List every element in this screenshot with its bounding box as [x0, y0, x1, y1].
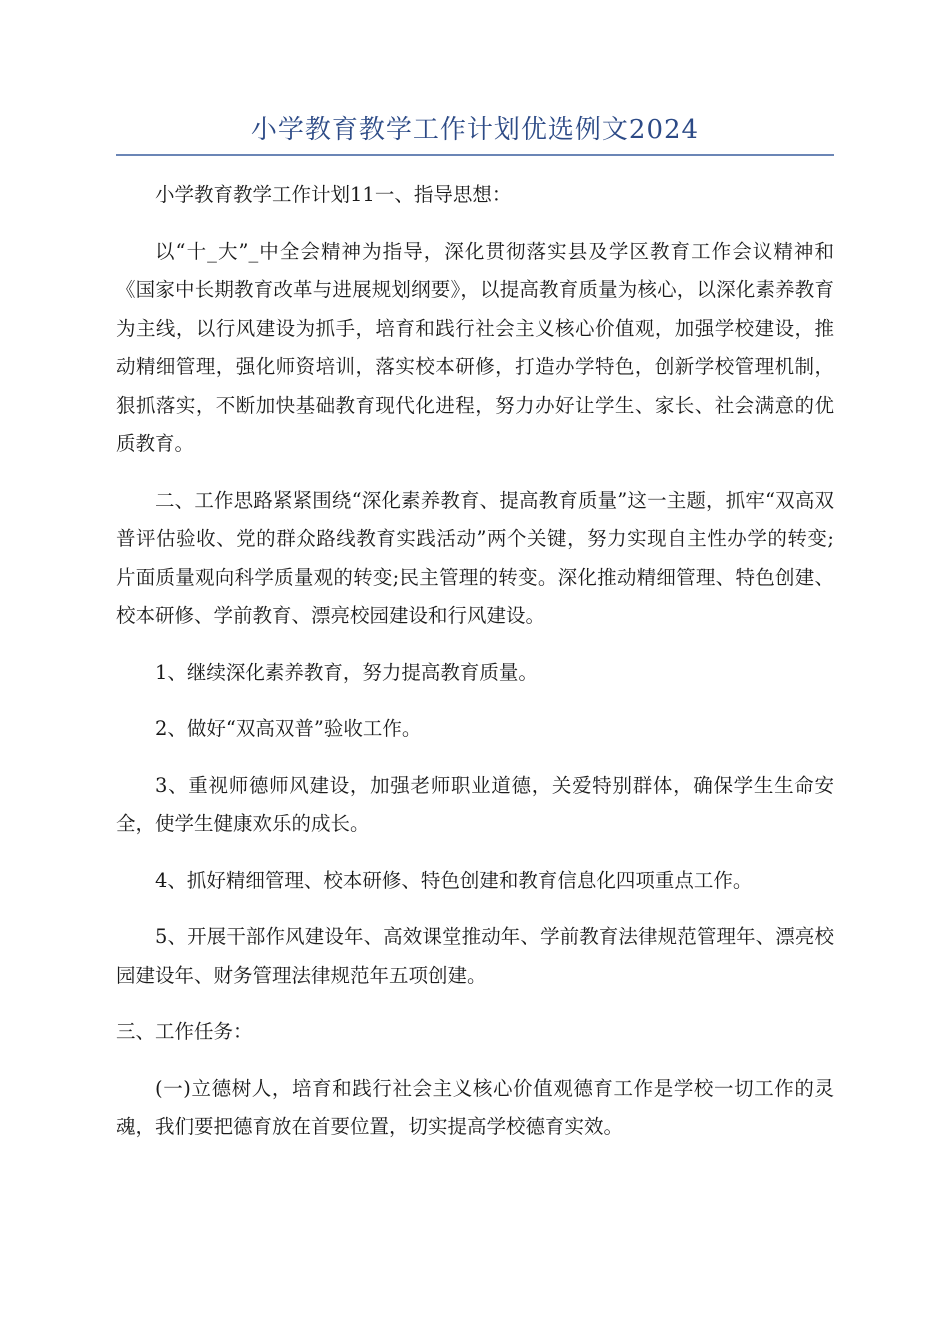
title-underline — [116, 154, 834, 156]
paragraph-5: 2、做好“双高双普”验收工作。 — [155, 717, 422, 740]
paragraph-3: 二、工作思路紧紧围绕“深化素养教育、提高教育质量”这一主题，抓牢“双高双普评估验收、党的群众路线教育实践活动”两个关键，努力实现自主性办学的转变;片面质量观向科学质量观的转变;民主管理的转变。深化推动精细管理、特色创建、校本研修、学前教育、漂亮校园建设和行风建设。 — [116, 488, 834, 627]
document-title: 小学教育教学工作计划优选例文2024 — [250, 115, 700, 145]
paragraph-7: 4、抓好精细管理、校本研修、特色创建和教育信息化四项重点工作。 — [155, 868, 753, 892]
paragraph-2: 以“十_大”_中全会精神为指导，深化贯彻落实县及学区教育工作会议精神和《国家中长期教育改革与进展规划纲要》，以提高教育质量为核心，以深化素养教育为主线，以行风建设为抓手，培育和践行社会主义核心价值观，加强学校建设，推动精细管理，强化师资培训，落实校本研修，打造办学特色，创新学校管理机制，狠抓落实，不断加快基础教育现代化进程，努力办好让学生、家长、社会满意的优质教育。 — [116, 239, 834, 455]
document-body — [116, 176, 834, 1165]
paragraph-1: 小学教育教学工作计划11一、指导思想： — [155, 183, 512, 206]
paragraph-6: 3、重视师德师风建设，加强老师职业道德，关爱特别群体，确保学生生命安全，使学生健康欢乐的成长。 — [116, 773, 834, 835]
paragraph-10: (一)立德树人，培育和践行社会主义核心价值观德育工作是学校一切工作的灵魂，我们要把德育放在首要位置，切实提高学校德育实效。 — [116, 1076, 834, 1138]
paragraph-4: 1、继续深化素养教育，努力提高教育质量。 — [155, 660, 538, 684]
paragraph-8: 5、开展干部作风建设年、高效课堂推动年、学前教育法律规范管理年、漂亮校园建设年、财务管理法律规范年五项创建。 — [116, 925, 834, 987]
paragraph-9: 三、工作任务： — [116, 1020, 253, 1043]
